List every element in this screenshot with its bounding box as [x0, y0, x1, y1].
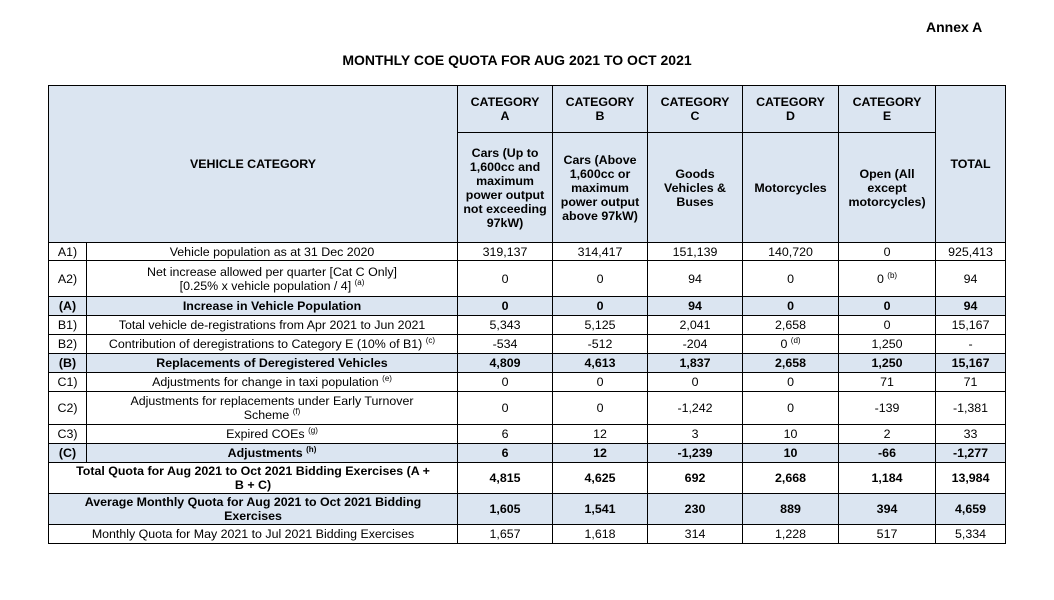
- table-row: [49, 392, 1006, 425]
- row-label: Total vehicle de-registrations from Apr 2021 to Jun 2021: [87, 316, 458, 335]
- value-cell: -1,239: [648, 444, 743, 463]
- table-row: [49, 243, 1006, 261]
- row-label: Replacements of Deregistered Vehicles: [87, 354, 458, 373]
- value-cell: 1,605: [458, 494, 553, 525]
- value-cell: 151,139: [648, 243, 743, 261]
- table-row: [49, 425, 1006, 444]
- row-label: Average Monthly Quota for Aug 2021 to Oct 2021 Bidding Exercises: [49, 494, 458, 525]
- value-cell: 230: [648, 494, 743, 525]
- value-cell: 0: [458, 261, 553, 297]
- table-row: [49, 494, 1006, 525]
- category-c-code: CATEGORY C: [648, 86, 743, 133]
- table-row: [49, 444, 1006, 463]
- vehicle-category-header: VEHICLE CATEGORY: [49, 86, 458, 243]
- value-cell: 3: [648, 425, 743, 444]
- row-label: Adjustments for change in taxi population $^{(e)}$: [87, 373, 458, 392]
- value-cell: 1,250: [839, 335, 936, 354]
- value-cell: 6: [458, 444, 553, 463]
- category-e-code: CATEGORY E: [839, 86, 936, 133]
- footnote-marker: (f): [292, 406, 301, 416]
- value-cell: 15,167: [936, 316, 1006, 335]
- category-b-code: CATEGORY B: [553, 86, 648, 133]
- footnote-marker: (c): [425, 335, 436, 345]
- footnote-marker: (a): [354, 277, 365, 287]
- value-cell: -66: [839, 444, 936, 463]
- category-a-description: Cars (Up to 1,600cc and maximum power output not exceeding 97kW): [458, 133, 553, 243]
- category-b-description: Cars (Above 1,600cc or maximum power output above 97kW): [553, 133, 648, 243]
- value-cell: 314,417: [553, 243, 648, 261]
- value-cell: 0: [839, 316, 936, 335]
- value-cell: 2,668: [743, 463, 839, 494]
- value-cell: 1,228: [743, 525, 839, 544]
- table-row: [49, 335, 1006, 354]
- value-cell: 319,137: [458, 243, 553, 261]
- row-code: C2): [49, 392, 87, 425]
- value-cell: 0: [553, 373, 648, 392]
- row-label: Increase in Vehicle Population: [87, 297, 458, 316]
- table-row: [49, 373, 1006, 392]
- value-cell: -1,277: [936, 444, 1006, 463]
- footnote-marker: (h): [306, 444, 317, 454]
- value-cell: 4,815: [458, 463, 553, 494]
- value-cell: 33: [936, 425, 1006, 444]
- row-code: B2): [49, 335, 87, 354]
- value-cell: 0: [839, 297, 936, 316]
- table-row: [49, 297, 1006, 316]
- category-d-description: Motorcycles: [743, 133, 839, 243]
- value-cell: 0: [458, 297, 553, 316]
- row-code: (C): [49, 444, 87, 463]
- row-label: Monthly Quota for May 2021 to Jul 2021 Bidding Exercises: [49, 525, 458, 544]
- table-row: [49, 354, 1006, 373]
- value-cell: 94: [648, 261, 743, 297]
- value-cell: 10: [743, 425, 839, 444]
- value-cell: 517: [839, 525, 936, 544]
- value-cell: 6: [458, 425, 553, 444]
- value-cell: 692: [648, 463, 743, 494]
- row-label: Net increase allowed per quarter [Cat C Only] [0.25% x vehicle population / 4] $^{(a)}$: [87, 261, 458, 297]
- value-cell: 71: [936, 373, 1006, 392]
- category-d-code: CATEGORY D: [743, 86, 839, 133]
- total-header: TOTAL: [936, 86, 1006, 243]
- value-cell: 15,167: [936, 354, 1006, 373]
- row-code: B1): [49, 316, 87, 335]
- value-cell: 2,041: [648, 316, 743, 335]
- value-cell: 925,413: [936, 243, 1006, 261]
- value-cell: 140,720: [743, 243, 839, 261]
- value-cell: -: [936, 335, 1006, 354]
- value-cell: 0: [553, 392, 648, 425]
- coe-quota-table: [48, 85, 1006, 544]
- value-cell: 1,618: [553, 525, 648, 544]
- table-row: [49, 463, 1006, 494]
- value-cell: 2,658: [743, 316, 839, 335]
- value-cell: 0: [458, 392, 553, 425]
- footnote-marker: (g): [308, 425, 318, 435]
- row-label: Vehicle population as at 31 Dec 2020: [87, 243, 458, 261]
- footnote-marker: (d): [790, 335, 801, 345]
- category-a-code: CATEGORY A: [458, 86, 553, 133]
- value-cell: 10: [743, 444, 839, 463]
- row-label: Contribution of deregistrations to Category E (10% of B1) $^{(c)}$: [87, 335, 458, 354]
- value-cell: 4,613: [553, 354, 648, 373]
- value-cell: 94: [936, 261, 1006, 297]
- value-cell: 5,334: [936, 525, 1006, 544]
- value-cell: -534: [458, 335, 553, 354]
- value-cell: 12: [553, 425, 648, 444]
- value-cell: 1,541: [553, 494, 648, 525]
- category-c-description: Goods Vehicles & Buses: [648, 133, 743, 243]
- value-cell: 0: [553, 261, 648, 297]
- value-cell: 394: [839, 494, 936, 525]
- value-cell: -512: [553, 335, 648, 354]
- value-cell: 13,984: [936, 463, 1006, 494]
- category-e-description: Open (All except motorcycles): [839, 133, 936, 243]
- value-cell: 1,837: [648, 354, 743, 373]
- row-code: (B): [49, 354, 87, 373]
- row-label: Adjustments for replacements under Early Turnover Scheme $^{(f)}$: [87, 392, 458, 425]
- row-label: Expired COEs $^{(g)}$: [87, 425, 458, 444]
- value-cell: 4,659: [936, 494, 1006, 525]
- row-code: (A): [49, 297, 87, 316]
- value-cell: 94: [648, 297, 743, 316]
- table-row: [49, 261, 1006, 297]
- value-cell: 0: [743, 392, 839, 425]
- value-cell: 0: [839, 243, 936, 261]
- value-cell: 4,625: [553, 463, 648, 494]
- value-cell: 0 $^{(d)}$: [743, 335, 839, 354]
- value-cell: 0: [458, 373, 553, 392]
- value-cell: -139: [839, 392, 936, 425]
- value-cell: 0: [553, 297, 648, 316]
- value-cell: 4,809: [458, 354, 553, 373]
- value-cell: -1,242: [648, 392, 743, 425]
- value-cell: 0: [743, 297, 839, 316]
- value-cell: 0: [743, 261, 839, 297]
- value-cell: 0: [743, 373, 839, 392]
- row-code: A2): [49, 261, 87, 297]
- value-cell: -1,381: [936, 392, 1006, 425]
- footnote-marker: (b): [887, 270, 898, 280]
- table-row: [49, 525, 1006, 544]
- value-cell: 2: [839, 425, 936, 444]
- value-cell: 314: [648, 525, 743, 544]
- value-cell: 12: [553, 444, 648, 463]
- value-cell: 1,184: [839, 463, 936, 494]
- value-cell: 889: [743, 494, 839, 525]
- value-cell: 5,343: [458, 316, 553, 335]
- value-cell: -204: [648, 335, 743, 354]
- annex-label: Annex A: [926, 19, 983, 35]
- row-label: Adjustments $^{(h)}$: [87, 444, 458, 463]
- value-cell: 1,250: [839, 354, 936, 373]
- value-cell: 1,657: [458, 525, 553, 544]
- table-row: [49, 316, 1006, 335]
- value-cell: 0: [648, 373, 743, 392]
- value-cell: 94: [936, 297, 1006, 316]
- value-cell: 5,125: [553, 316, 648, 335]
- value-cell: 2,658: [743, 354, 839, 373]
- row-code: C1): [49, 373, 87, 392]
- footnote-marker: (e): [382, 373, 392, 383]
- row-code: A1): [49, 243, 87, 261]
- value-cell: 71: [839, 373, 936, 392]
- row-label: Total Quota for Aug 2021 to Oct 2021 Bidding Exercises (A + B + C): [49, 463, 458, 494]
- value-cell: 0 $^{(b)}$: [839, 261, 936, 297]
- row-code: C3): [49, 425, 87, 444]
- page-title: MONTHLY COE QUOTA FOR AUG 2021 TO OCT 2021: [342, 52, 692, 68]
